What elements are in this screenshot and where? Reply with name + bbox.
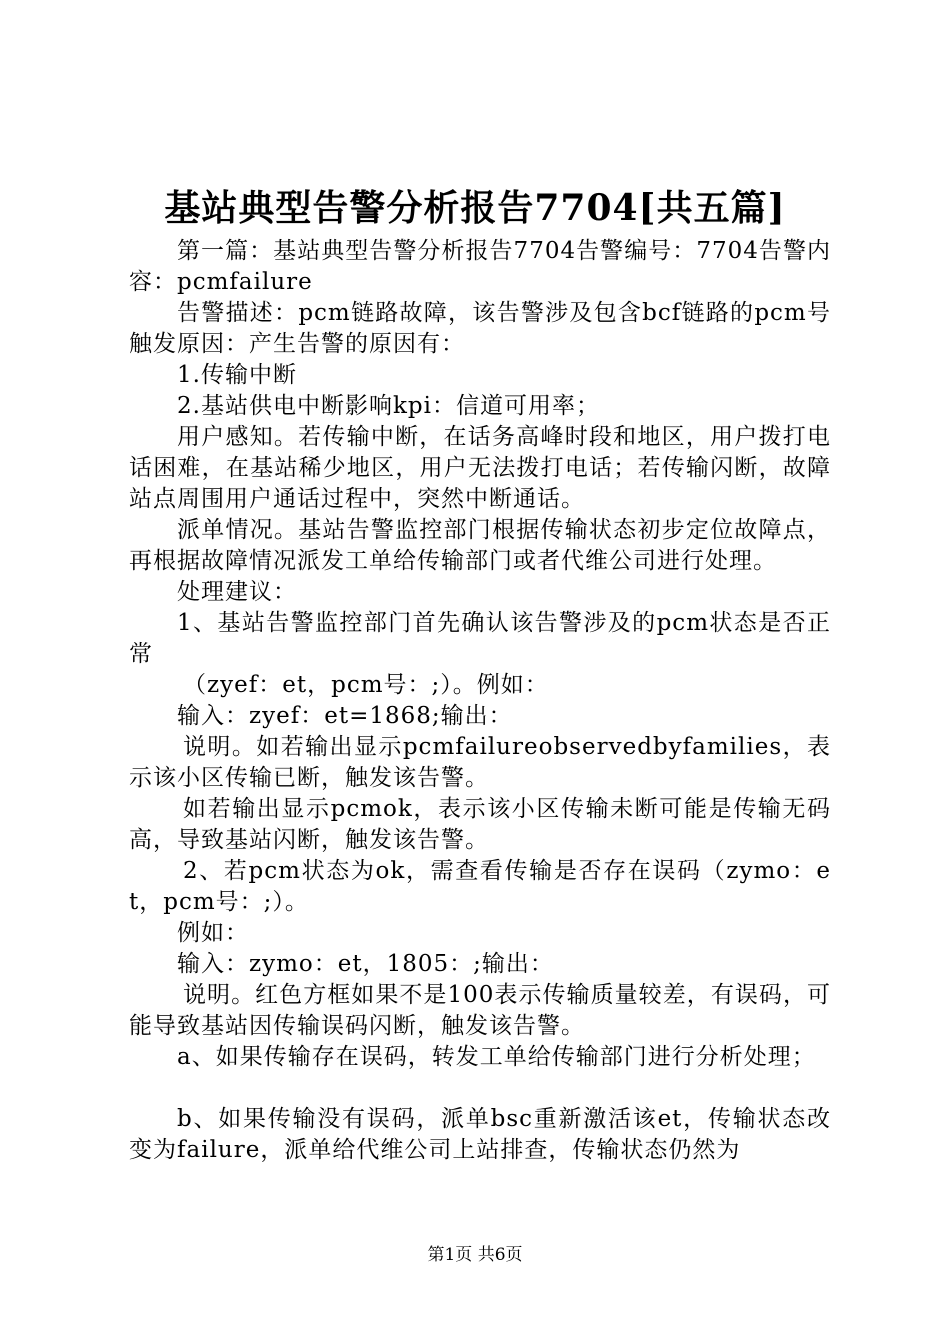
paragraph: 说明。如若输出显示pcmfailureobservedbyfamilies，表示该小区传输已断，触发该告警。 (129, 734, 831, 791)
paragraph: 例如： (177, 920, 249, 946)
blank-line (129, 1073, 831, 1104)
paragraph: a、如果传输存在误码，转发工单给传输部门进行分析处理； (177, 1044, 816, 1070)
paragraph: b、如果传输没有误码，派单bsc重新激活该et，传输状态改变为failure，派单给代维公司上站排查，传输状态仍然为 (129, 1106, 831, 1163)
paragraph: 用户感知。若传输中断，在话务高峰时段和地区，用户拨打电话困难，在基站稀少地区，用户无法拨打电话；若传输闪断，故障站点周围用户通话过程中，突然中断通话。 (129, 424, 831, 512)
document-title: 基站典型告警分析报告7704[共五篇] (164, 187, 786, 229)
paragraph: 2.基站供电中断影响kpi：信道可用率； (177, 393, 600, 419)
document-body (129, 236, 831, 1166)
paragraph: （zyef：et，pcm号：;）。例如： (183, 672, 549, 698)
paragraph: 2、若pcm状态为ok，需查看传输是否存在误码（zymo：et，pcm号：;）。 (129, 858, 831, 915)
paragraph: 1.传输中断 (177, 362, 297, 388)
paragraph: 告警描述：pcm链路故障，该告警涉及包含bcf链路的pcm号触发原因：产生告警的原因有： (129, 300, 831, 357)
page-footer: 第1页 共6页 (427, 1245, 523, 1265)
paragraph: 输入：zyef：et=1868;输出： (177, 703, 513, 729)
paragraph: 说明。红色方框如果不是100表示传输质量较差，有误码，可能导致基站因传输误码闪断，触发该告警。 (129, 982, 831, 1039)
paragraph: 处理建议： (177, 579, 297, 605)
paragraph: 1、基站告警监控部门首先确认该告警涉及的pcm状态是否正常 (129, 610, 831, 667)
paragraph: 输入：zymo：et，1805：;输出： (177, 951, 554, 977)
paragraph: 派单情况。基站告警监控部门根据传输状态初步定位故障点，再根据故障情况派发工单给传输部门或者代维公司进行处理。 (129, 517, 831, 574)
paragraph: 如若输出显示pcmok，表示该小区传输未断可能是传输无码高，导致基站闪断，触发该告警。 (129, 796, 831, 853)
paragraph: 第一篇：基站典型告警分析报告7704告警编号：7704告警内容：pcmfailure (129, 238, 831, 295)
